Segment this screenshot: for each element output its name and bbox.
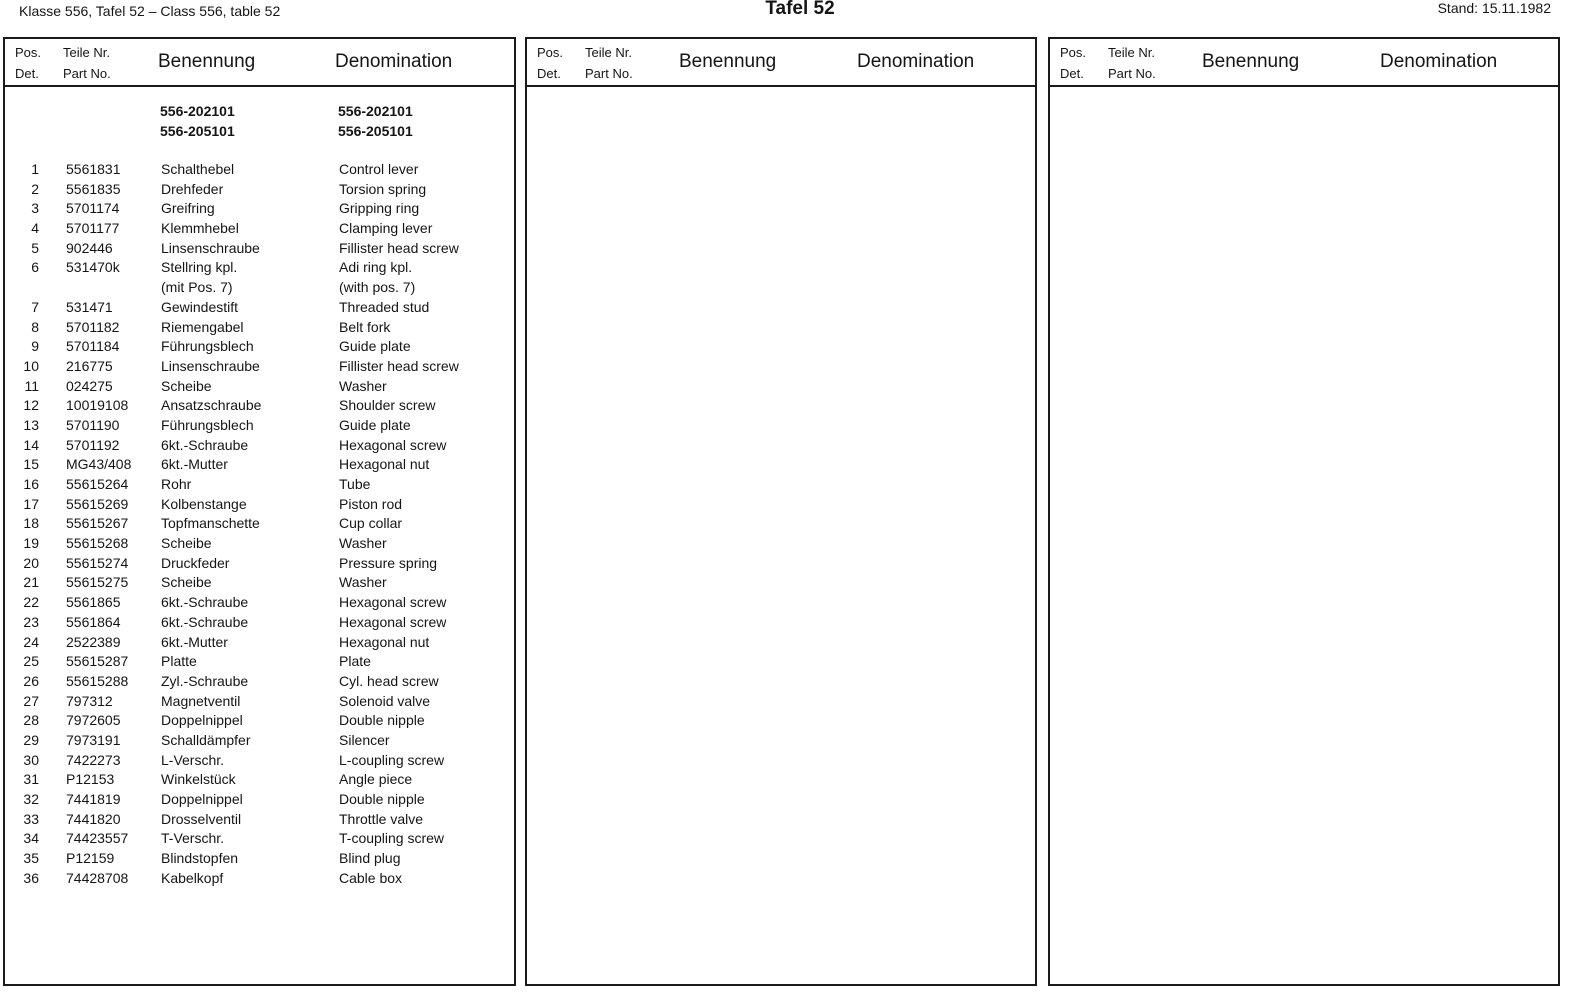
- table-row: [5, 219, 514, 239]
- model-benennung: 556-202101: [160, 103, 235, 119]
- benennung-cell: Blindstopfen: [161, 850, 239, 867]
- table-row: [5, 298, 514, 318]
- table-row: [5, 810, 514, 830]
- denomination-cell: (with pos. 7): [339, 279, 416, 296]
- model-row: [5, 121, 514, 141]
- pos-cell: 11: [24, 377, 39, 394]
- table-row: [5, 633, 514, 653]
- pos-cell: 29: [23, 731, 39, 748]
- header-left: Klasse 556, Tafel 52 – Class 556, table 52: [19, 3, 281, 19]
- benennung-cell: Winkelstück: [161, 771, 236, 788]
- panel-header: [5, 39, 514, 87]
- table-row: [5, 455, 514, 475]
- pos-cell: 23: [23, 613, 39, 630]
- table-row: [5, 692, 514, 712]
- denomination-header: Denomination: [857, 51, 975, 72]
- pos-cell: 18: [23, 515, 39, 532]
- part-no-cell: P12159: [66, 850, 115, 867]
- benennung-cell: Drosselventil: [161, 810, 242, 827]
- part-no-cell: 55615274: [66, 554, 129, 571]
- benennung-cell: Scheibe: [161, 377, 212, 394]
- table-row: [5, 377, 514, 397]
- denomination-cell: Solenoid valve: [339, 692, 431, 709]
- benennung-cell: Zyl.-Schraube: [161, 672, 249, 689]
- pos-cell: 20: [23, 554, 39, 571]
- pos-header: Pos. Det.: [537, 45, 564, 81]
- benennung-cell: Doppelnippel: [161, 712, 243, 729]
- benennung-cell: Scheibe: [161, 574, 212, 591]
- denomination-cell: Double nipple: [339, 712, 425, 729]
- denomination-cell: Shoulder screw: [339, 397, 436, 414]
- benennung-cell: Stellring kpl.: [161, 259, 238, 276]
- benennung-cell: (mit Pos. 7): [161, 279, 233, 296]
- denomination-cell: Pressure spring: [339, 554, 438, 571]
- pos-cell: 36: [23, 869, 39, 886]
- table-row: [5, 593, 514, 613]
- pos-cell: 35: [23, 850, 39, 867]
- model-benennung: 556-205101: [160, 123, 235, 139]
- pos-cell: 24: [23, 633, 39, 650]
- part-no-cell: 5701177: [66, 220, 120, 237]
- part-no-cell: 5561831: [66, 161, 121, 177]
- part-no-cell: MG43/408: [66, 456, 132, 473]
- benennung-cell: Ansatzschraube: [161, 397, 262, 414]
- part-no-cell: 74423557: [66, 830, 129, 847]
- pos-cell: 28: [23, 712, 39, 729]
- pos-cell: 12: [23, 397, 39, 414]
- benennung-cell: Doppelnippel: [161, 791, 243, 807]
- part-no-cell: 55615287: [66, 653, 129, 670]
- pos-cell: 32: [23, 791, 39, 807]
- denomination-header: Denomination: [1380, 51, 1498, 72]
- pos-cell: 16: [23, 476, 39, 492]
- benennung-cell: 6kt.-Mutter: [161, 456, 228, 473]
- benennung-cell: Gewindestift: [161, 298, 239, 315]
- parts-panel-3: [1048, 37, 1560, 986]
- part-no-cell: 5701182: [66, 318, 120, 335]
- part-no-cell: 74428708: [66, 869, 129, 886]
- pos-cell: 2: [31, 180, 39, 197]
- pos-cell: 25: [23, 653, 39, 670]
- denomination-cell: Cyl. head screw: [339, 672, 439, 689]
- part-no-cell: 902446: [66, 239, 113, 256]
- table-row: [5, 672, 514, 692]
- benennung-header: Benennung: [1202, 51, 1300, 72]
- model-list: [5, 101, 514, 141]
- benennung-cell: Scheibe: [161, 535, 212, 552]
- model-denomination: 556-202101: [338, 103, 413, 119]
- pos-cell: 6: [31, 259, 39, 276]
- denomination-cell: Threaded stud: [339, 298, 430, 315]
- denomination-cell: Silencer: [339, 731, 390, 748]
- table-row: [5, 180, 514, 200]
- table-row: [5, 731, 514, 751]
- benennung-cell: Greifring: [161, 200, 215, 217]
- table-row: [5, 751, 514, 771]
- denomination-cell: Throttle valve: [339, 810, 424, 827]
- table-row: [5, 770, 514, 790]
- part-no-cell: 531470k: [66, 259, 120, 276]
- pos-cell: 21: [23, 574, 39, 591]
- benennung-cell: Schalldämpfer: [161, 731, 251, 748]
- part-no-cell: 55615268: [66, 535, 129, 552]
- benennung-cell: Linsenschraube: [161, 239, 260, 256]
- part-no-cell: 7422273: [66, 751, 121, 768]
- table-row: [5, 573, 514, 593]
- part-no-cell: 55615264: [66, 476, 129, 492]
- table-row: [5, 357, 514, 377]
- pos-cell: 1: [31, 161, 39, 177]
- part-no-cell: 5701174: [66, 200, 120, 217]
- benennung-cell: Magnetventil: [161, 692, 241, 709]
- part-no-header: Teile Nr. Part No.: [63, 45, 111, 81]
- denomination-cell: Washer: [339, 377, 387, 394]
- pos-cell: 17: [23, 495, 39, 512]
- part-no-cell: 5701184: [66, 338, 120, 355]
- denomination-cell: Belt fork: [339, 318, 391, 335]
- denomination-cell: Tube: [339, 476, 371, 492]
- denomination-cell: Angle piece: [339, 771, 413, 788]
- part-no-cell: 797312: [66, 692, 113, 709]
- benennung-cell: 6kt.-Schraube: [161, 613, 249, 630]
- benennung-cell: Drehfeder: [161, 180, 224, 197]
- denomination-cell: Hexagonal screw: [339, 436, 447, 453]
- pos-cell: 5: [31, 239, 39, 256]
- benennung-cell: 6kt.-Mutter: [161, 633, 228, 650]
- table-row: [5, 495, 514, 515]
- model-denomination: 556-205101: [338, 123, 413, 139]
- denomination-cell: Plate: [339, 653, 371, 670]
- denomination-cell: Hexagonal nut: [339, 633, 430, 650]
- denomination-cell: L-coupling screw: [339, 751, 445, 768]
- part-no-cell: 7441819: [66, 791, 121, 807]
- table-row: [5, 436, 514, 456]
- parts-list: [5, 160, 514, 888]
- pos-cell: 33: [23, 810, 39, 827]
- pos-cell: 22: [23, 594, 39, 611]
- part-no-cell: 55615267: [66, 515, 129, 532]
- table-row: [5, 337, 514, 357]
- part-no-cell: 7973191: [66, 731, 121, 748]
- part-no-header: Teile Nr. Part No.: [1108, 45, 1156, 81]
- part-no-cell: 55615269: [66, 495, 129, 512]
- pos-cell: 3: [31, 200, 39, 217]
- benennung-cell: Kolbenstange: [161, 495, 247, 512]
- part-no-cell: P12153: [66, 771, 115, 788]
- table-row: [5, 613, 514, 633]
- part-no-cell: 5561865: [66, 594, 121, 611]
- denomination-cell: Double nipple: [339, 791, 425, 807]
- table-row: [5, 239, 514, 259]
- pos-cell: 13: [23, 416, 39, 433]
- table-row: [5, 318, 514, 338]
- part-no-cell: 024275: [66, 377, 113, 394]
- table-row: [5, 534, 514, 554]
- part-no-cell: 7441820: [66, 810, 121, 827]
- benennung-cell: Riemengabel: [161, 318, 244, 335]
- table-row: [5, 790, 514, 810]
- pos-cell: 27: [23, 692, 39, 709]
- benennung-cell: 6kt.-Schraube: [161, 436, 249, 453]
- benennung-cell: Topfmanschette: [161, 515, 260, 532]
- part-no-cell: 10019108: [66, 397, 129, 414]
- panel-header: [527, 39, 1035, 87]
- table-row: [5, 475, 514, 495]
- parts-panel-1: [3, 37, 516, 986]
- benennung-cell: Führungsblech: [161, 338, 254, 355]
- table-row: [5, 416, 514, 436]
- benennung-cell: Druckfeder: [161, 554, 230, 571]
- table-row: [5, 711, 514, 731]
- panel-header: [1050, 39, 1558, 87]
- denomination-cell: Guide plate: [339, 416, 411, 433]
- part-no-header: Teile Nr. Part No.: [585, 45, 633, 81]
- part-no-cell: 5561864: [66, 613, 121, 630]
- benennung-header: Benennung: [158, 51, 256, 72]
- model-row: [5, 101, 514, 121]
- denomination-cell: Clamping lever: [339, 220, 433, 237]
- denomination-cell: Fillister head screw: [339, 239, 459, 256]
- pos-cell: 8: [31, 318, 39, 335]
- denomination-cell: Hexagonal nut: [339, 456, 430, 473]
- pos-header: Pos. Det.: [1060, 45, 1087, 81]
- pos-cell: 4: [31, 220, 39, 237]
- benennung-cell: 6kt.-Schraube: [161, 594, 249, 611]
- part-no-cell: 55615275: [66, 574, 129, 591]
- pos-cell: 7: [31, 298, 39, 315]
- denomination-cell: Cup collar: [339, 515, 403, 532]
- table-row: [5, 554, 514, 574]
- table-row: [5, 514, 514, 534]
- denomination-cell: Washer: [339, 535, 387, 552]
- pos-cell: 34: [23, 830, 39, 847]
- benennung-header: Benennung: [679, 51, 777, 72]
- denomination-cell: Fillister head screw: [339, 357, 459, 374]
- part-no-cell: 2522389: [66, 633, 121, 650]
- part-no-cell: 531471: [66, 298, 113, 315]
- denomination-cell: Control lever: [339, 161, 419, 177]
- table-row: [5, 160, 514, 180]
- table-row: [5, 278, 514, 298]
- part-no-cell: 5561835: [66, 180, 121, 197]
- pos-cell: 19: [23, 535, 39, 552]
- benennung-cell: L-Verschr.: [161, 751, 225, 768]
- part-no-cell: 216775: [66, 357, 113, 374]
- header-date: Stand: 15.11.1982: [1437, 0, 1551, 16]
- page-title: Tafel 52: [765, 0, 835, 19]
- denomination-cell: Adi ring kpl.: [339, 259, 413, 276]
- pos-cell: 26: [23, 672, 39, 689]
- benennung-cell: Führungsblech: [161, 416, 254, 433]
- pos-cell: 14: [23, 436, 39, 453]
- denomination-cell: Cable box: [339, 869, 403, 886]
- benennung-cell: T-Verschr.: [161, 830, 225, 847]
- part-no-cell: 55615288: [66, 672, 129, 689]
- denomination-cell: Gripping ring: [339, 200, 420, 217]
- denomination-cell: T-coupling screw: [339, 830, 445, 847]
- denomination-cell: Hexagonal screw: [339, 613, 447, 630]
- benennung-cell: Kabelkopf: [161, 869, 224, 886]
- denomination-cell: Blind plug: [339, 850, 401, 867]
- table-row: [5, 258, 514, 278]
- table-row: [5, 829, 514, 849]
- table-row: [5, 396, 514, 416]
- denomination-cell: Washer: [339, 574, 387, 591]
- pos-cell: 30: [23, 751, 39, 768]
- denomination-cell: Hexagonal screw: [339, 594, 447, 611]
- table-row: [5, 869, 514, 889]
- pos-cell: 15: [23, 456, 39, 473]
- part-no-cell: 5701192: [66, 436, 120, 453]
- part-no-cell: 7972605: [66, 712, 121, 729]
- denomination-cell: Torsion spring: [339, 180, 427, 197]
- table-row: [5, 652, 514, 672]
- benennung-cell: Rohr: [161, 476, 192, 492]
- benennung-cell: Platte: [161, 653, 197, 670]
- panel-body: [5, 87, 514, 984]
- benennung-cell: Klemmhebel: [161, 220, 239, 237]
- pos-cell: 31: [23, 771, 39, 788]
- table-row: [5, 849, 514, 869]
- denomination-cell: Guide plate: [339, 338, 411, 355]
- pos-cell: 10: [23, 357, 39, 374]
- pos-cell: 9: [31, 338, 39, 355]
- parts-panel-2: [525, 37, 1037, 986]
- benennung-cell: Linsenschraube: [161, 357, 260, 374]
- pos-header: Pos. Det.: [15, 45, 42, 81]
- part-no-cell: 5701190: [66, 416, 120, 433]
- benennung-cell: Schalthebel: [161, 161, 235, 177]
- denomination-cell: Piston rod: [339, 495, 403, 512]
- table-row: [5, 199, 514, 219]
- denomination-header: Denomination: [335, 51, 453, 72]
